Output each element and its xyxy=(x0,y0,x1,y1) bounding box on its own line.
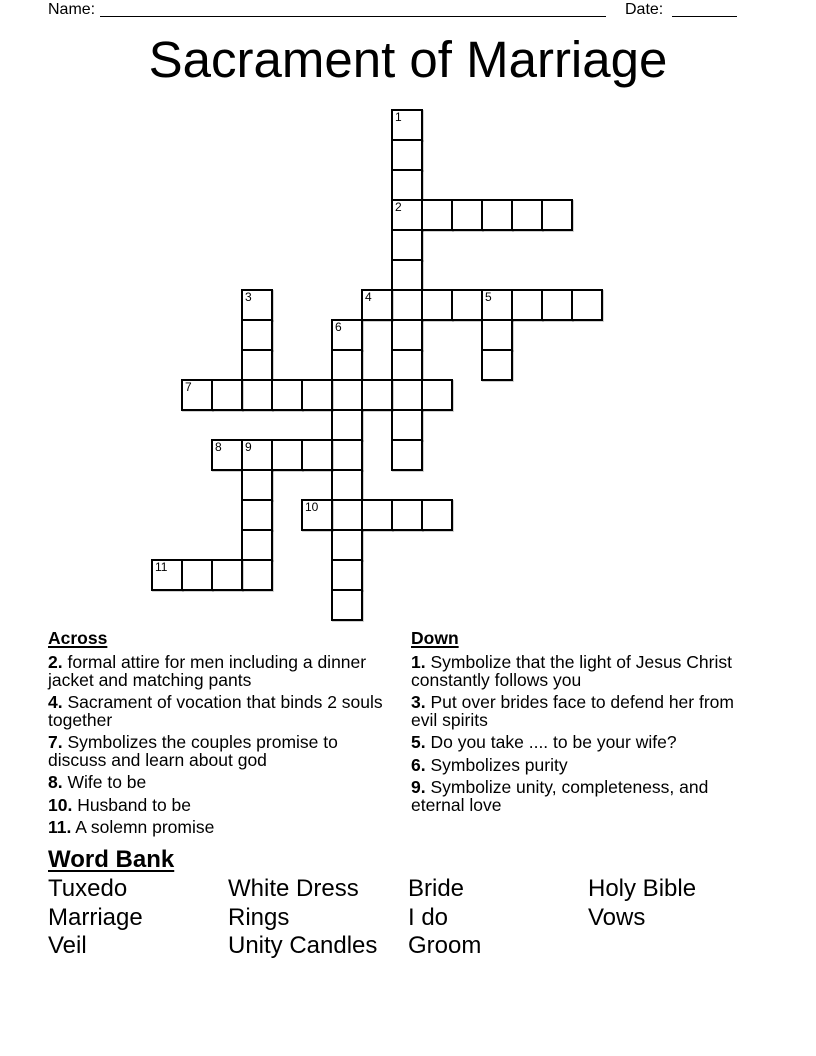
clue-item: 5. Do you take .... to be your wife? xyxy=(411,732,677,752)
grid-cell[interactable] xyxy=(391,409,423,441)
across-clue-list xyxy=(48,654,394,837)
clue-item: 9. Symbolize unity, completeness, and eternal love xyxy=(411,777,709,815)
down-clues-section xyxy=(411,629,753,819)
grid-cell[interactable] xyxy=(211,379,243,411)
grid-cell[interactable] xyxy=(421,289,453,321)
grid-cell[interactable] xyxy=(481,319,513,351)
clue-item: 8. Wife to be xyxy=(48,772,147,792)
grid-cell[interactable] xyxy=(331,529,363,561)
clue-number: 11. xyxy=(48,817,72,837)
word-bank-item: Groom xyxy=(408,932,482,959)
grid-cell-number: 9 xyxy=(245,440,252,454)
grid-cell[interactable] xyxy=(241,289,273,321)
grid-cell-number: 7 xyxy=(185,380,192,394)
clue-item: 4. Sacrament of vocation that binds 2 souls together xyxy=(48,692,383,730)
word-bank-item: Bride xyxy=(408,875,465,902)
grid-cell-number: 11 xyxy=(155,560,168,574)
grid-cell[interactable] xyxy=(301,499,333,531)
word-bank-section xyxy=(48,845,768,967)
grid-cell[interactable] xyxy=(511,199,543,231)
grid-cell[interactable] xyxy=(391,319,423,351)
grid-cell[interactable] xyxy=(391,169,423,201)
grid-cell[interactable] xyxy=(241,469,273,501)
grid-cell[interactable] xyxy=(451,289,483,321)
grid-cell[interactable] xyxy=(211,559,243,591)
grid-cell-number: 10 xyxy=(305,500,319,514)
grid-cell-number: 8 xyxy=(215,440,222,454)
word-bank-item: Holy Bible xyxy=(588,875,697,902)
grid-cell-number: 5 xyxy=(485,290,492,304)
grid-cell[interactable] xyxy=(241,499,273,531)
clue-number: 5. xyxy=(411,732,426,752)
word-bank-item: White Dress xyxy=(228,875,359,902)
grid-cell[interactable] xyxy=(391,229,423,261)
grid-cell[interactable] xyxy=(481,349,513,381)
grid-cell[interactable] xyxy=(361,499,393,531)
grid-cell[interactable] xyxy=(331,559,363,591)
grid-cell[interactable] xyxy=(481,289,513,321)
word-bank-item: Rings xyxy=(228,903,290,931)
word-bank-column xyxy=(588,875,696,932)
grid-cell[interactable] xyxy=(181,379,213,411)
word-bank-item: Tuxedo xyxy=(48,875,128,902)
grid-cell[interactable] xyxy=(571,289,603,321)
grid-cell[interactable] xyxy=(391,289,423,321)
grid-cell[interactable] xyxy=(331,379,363,411)
grid-cell[interactable] xyxy=(181,559,213,591)
grid-cell-number: 6 xyxy=(335,320,342,334)
grid-cell[interactable] xyxy=(331,499,363,531)
grid-cell[interactable] xyxy=(151,559,183,591)
grid-cell[interactable] xyxy=(421,499,453,531)
clue-item: 11. A solemn promise xyxy=(48,817,215,837)
grid-cell[interactable] xyxy=(241,529,273,561)
word-bank-item: Marriage xyxy=(48,903,143,931)
grid-cell[interactable] xyxy=(361,289,393,321)
across-heading: Across xyxy=(48,628,108,648)
clue-number: 1. xyxy=(411,652,426,672)
grid-cell[interactable] xyxy=(241,559,273,591)
crossword-grid xyxy=(152,110,604,622)
down-clue-list xyxy=(411,654,753,814)
grid-cell[interactable] xyxy=(241,319,273,351)
grid-cell[interactable] xyxy=(541,199,573,231)
clue-number: 2. xyxy=(48,652,63,672)
word-bank-column xyxy=(228,875,377,961)
grid-cell-number: 1 xyxy=(395,110,402,124)
grid-cell[interactable] xyxy=(331,439,363,471)
clue-number: 9. xyxy=(411,777,426,797)
clue-item: 6. Symbolizes purity xyxy=(411,754,568,775)
grid-cell[interactable] xyxy=(331,469,363,501)
grid-cell-number: 2 xyxy=(395,200,402,214)
grid-cell[interactable] xyxy=(331,409,363,441)
clue-item: 10. Husband to be xyxy=(48,794,192,815)
name-blank-line[interactable] xyxy=(100,16,606,17)
grid-cell-number: 3 xyxy=(245,290,252,304)
date-label: Date: xyxy=(625,1,664,18)
clue-number: 6. xyxy=(411,754,426,775)
word-bank-column xyxy=(408,875,481,961)
grid-cell[interactable] xyxy=(271,379,303,411)
date-blank-line[interactable] xyxy=(672,16,737,17)
grid-cell[interactable] xyxy=(331,589,363,621)
grid-cell[interactable] xyxy=(391,379,423,411)
clue-item: 3. Put over brides face to defend her from evil spirits xyxy=(411,692,734,730)
grid-cell[interactable] xyxy=(541,289,573,321)
grid-cell[interactable] xyxy=(211,439,243,471)
word-bank-heading: Word Bank xyxy=(48,846,175,873)
clue-number: 3. xyxy=(411,692,426,712)
clue-number: 10. xyxy=(48,794,73,815)
grid-cell[interactable] xyxy=(511,289,543,321)
grid-cell[interactable] xyxy=(391,259,423,291)
grid-cell[interactable] xyxy=(361,379,393,411)
grid-cell[interactable] xyxy=(391,349,423,381)
grid-cell[interactable] xyxy=(241,349,273,381)
grid-cell[interactable] xyxy=(481,199,513,231)
grid-cell[interactable] xyxy=(451,199,483,231)
clue-number: 4. xyxy=(48,692,63,712)
clue-item: 1. Symbolize that the light of Jesus Christ constantly follows you xyxy=(411,652,732,690)
grid-cell-number: 4 xyxy=(365,290,372,304)
grid-cell[interactable] xyxy=(391,109,423,141)
grid-cell[interactable] xyxy=(391,139,423,171)
down-heading: Down xyxy=(411,628,459,648)
grid-cell[interactable] xyxy=(391,439,423,471)
page-title: Sacrament of Marriage xyxy=(148,31,668,88)
word-bank-item: Unity Candles xyxy=(228,932,378,959)
grid-cell[interactable] xyxy=(391,199,423,231)
clue-item: 2. formal attire for men including a dinner jacket and matching pants xyxy=(48,652,367,690)
across-clues-section xyxy=(48,629,394,842)
grid-cell[interactable] xyxy=(271,439,303,471)
word-bank-columns xyxy=(48,875,768,967)
grid-cell[interactable] xyxy=(301,379,333,411)
word-bank-item: Veil xyxy=(48,932,87,959)
grid-cell[interactable] xyxy=(241,439,273,471)
grid-cell[interactable] xyxy=(331,349,363,381)
grid-cell[interactable] xyxy=(391,499,423,531)
clue-number: 7. xyxy=(48,732,63,752)
word-bank-item: I do xyxy=(408,903,449,931)
grid-cell[interactable] xyxy=(421,199,453,231)
grid-cell[interactable] xyxy=(301,439,333,471)
grid-cell[interactable] xyxy=(241,379,273,411)
grid-cell[interactable] xyxy=(331,319,363,351)
word-bank-column xyxy=(48,875,143,961)
name-label: Name: xyxy=(48,1,96,18)
word-bank-item: Vows xyxy=(588,903,646,931)
clue-number: 8. xyxy=(48,772,63,792)
clue-item: 7. Symbolizes the couples promise to discuss and learn about god xyxy=(48,732,338,770)
grid-cell[interactable] xyxy=(421,379,453,411)
